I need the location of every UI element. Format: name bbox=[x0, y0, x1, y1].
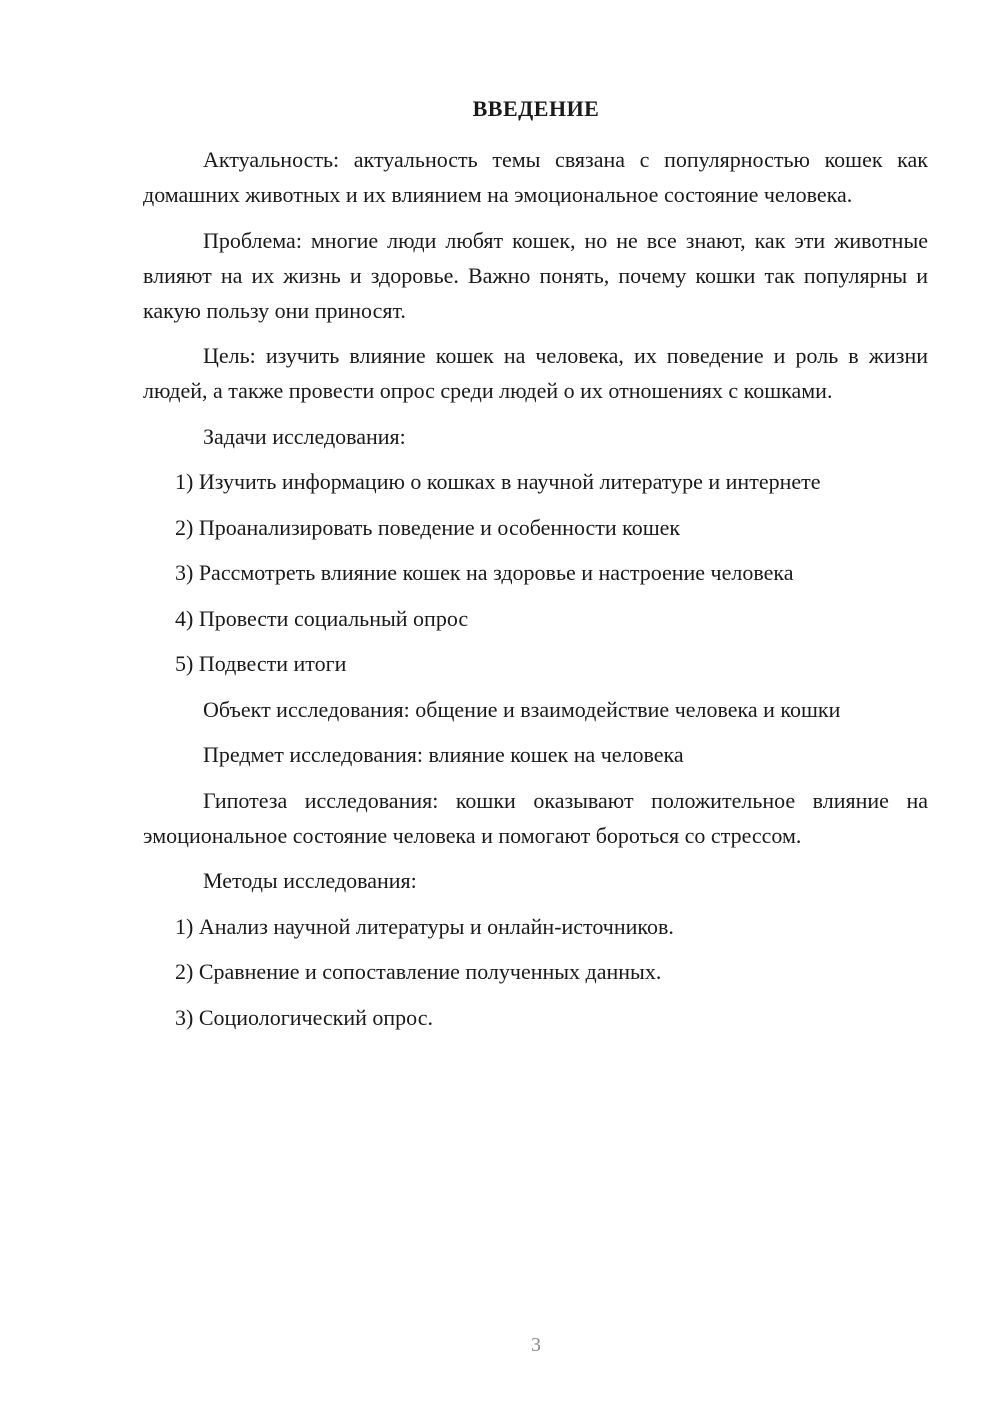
task-item: 2) Проанализировать поведение и особенности кошек bbox=[175, 514, 681, 540]
page-number: 3 bbox=[531, 1334, 541, 1356]
relevance-paragraph: Актуальность: актуальность темы связана с популярностью кошек как домашних животных и их влиянием на эмоциональное состояние человека. bbox=[143, 147, 928, 207]
page-title: ВВЕДЕНИЕ bbox=[472, 96, 600, 121]
goal-paragraph: Цель: изучить влияние кошек на человека, их поведение и роль в жизни людей, а также провести опрос среди людей о их отношениях с кошками. bbox=[143, 343, 928, 403]
research-object: Объект исследования: общение и взаимодействие человека и кошки bbox=[203, 696, 841, 722]
hypothesis-paragraph: Гипотеза исследования: кошки оказывают положительное влияние на эмоциональное состояние человека и помогают бороться со стрессом. bbox=[143, 787, 928, 848]
research-subject: Предмет исследования: влияние кошек на человека bbox=[203, 742, 684, 767]
problem-paragraph: Проблема: многие люди любят кошек, но не все знают, как эти животные влияют на их жизнь и здоровье. Важно понять, почему кошки так популярны и какую пользу они приносят. bbox=[143, 227, 928, 323]
document-body bbox=[143, 142, 928, 1045]
task-item: 3) Рассмотреть влияние кошек на здоровье и настроение человека bbox=[175, 560, 794, 585]
task-item: 4) Провести социальный опрос bbox=[175, 605, 469, 631]
task-item: 1) Изучить информацию о кошках в научной литературе и интернете bbox=[175, 469, 821, 494]
method-item: 2) Сравнение и сопоставление полученных данных. bbox=[175, 959, 662, 984]
methods-heading: Методы исследования: bbox=[203, 868, 417, 893]
method-item: 1) Анализ научной литературы и онлайн-источников. bbox=[175, 913, 674, 939]
method-item: 3) Социологический опрос. bbox=[175, 1004, 433, 1030]
tasks-heading: Задачи исследования: bbox=[203, 423, 406, 449]
task-item: 5) Подвести итоги bbox=[175, 651, 347, 676]
